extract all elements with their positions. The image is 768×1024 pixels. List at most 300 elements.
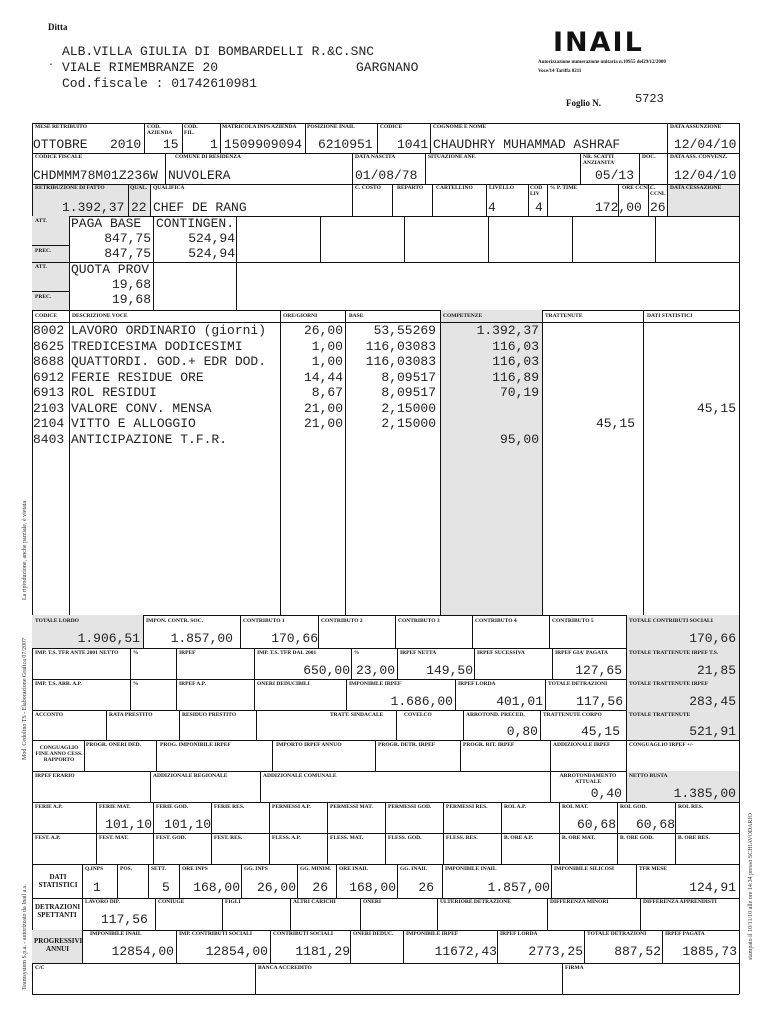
rule — [377, 123, 378, 153]
voce-codice: 6912 — [33, 369, 65, 385]
rule — [547, 184, 548, 216]
rule — [375, 740, 376, 771]
cc-label: C/C — [35, 965, 45, 971]
rule — [260, 771, 261, 802]
irpef-netta-label: IRPEF NETTA — [400, 650, 437, 656]
imponibile-irpef-label: IMPONIBILE IRPEF — [349, 681, 402, 687]
qual-label: QUAL. — [130, 185, 148, 191]
voce-descrizione: VITTO E ALLOGGIO — [71, 416, 196, 431]
rule — [222, 898, 223, 930]
auth-line-2: Voce/14 Tariffa 0211 — [538, 69, 582, 74]
side-text-left-2: Mod. Cedolino TS - Elaborazione Grafica 07/2007 — [22, 637, 28, 760]
rule — [153, 216, 154, 310]
voce-ore: 21,00 — [303, 400, 343, 416]
cong-irpef-label: CONGUAGLIO IRPEF +/- — [629, 742, 694, 748]
rule — [255, 963, 256, 994]
tot-tratt-value: 521,91 — [689, 724, 736, 739]
oneri-detr-label: ONERI — [363, 899, 382, 905]
imponibile-label: IMPON. CONTR. SOC. — [146, 618, 203, 624]
voce-descrizione: VALORE CONV. MENSA — [71, 400, 212, 416]
tot-tratt-irpef-ts-label: TOTALE TRATTENUTE IRPEF T.S. — [629, 650, 719, 656]
irpef-ap-label: IRPEF A.P. — [179, 681, 206, 687]
rule — [96, 833, 97, 864]
ore-inps-label: ORE INPS — [182, 866, 208, 872]
ferie1-label: FERIE A.P. — [35, 804, 63, 810]
ferie1-label: FERIE GOD. — [156, 804, 189, 810]
qualifica-label: QUALIFICA — [153, 185, 185, 191]
arrot-att-value: 0,40 — [590, 786, 622, 801]
rule — [84, 740, 85, 771]
pct2-value: 23,00 — [355, 663, 395, 678]
rule — [547, 898, 548, 930]
att-label-2: ATT. — [35, 264, 47, 270]
doc-label: DOC. — [642, 154, 656, 160]
tratt-corpo-label: TRATTENUTE CORPO — [543, 712, 602, 718]
rule — [69, 216, 70, 310]
rule — [443, 802, 444, 833]
imp-silicosi-label: IMPONIBILE SILICOSI — [554, 866, 615, 872]
residuo-label: RESIDUO PRESTITO — [182, 712, 237, 718]
cccnl-value: 26 — [650, 200, 666, 215]
imp-inail-value: 1.857,00 — [487, 880, 550, 895]
prog-imp-inail-value: 12854,00 — [111, 944, 174, 959]
voce-ore: 26,00 — [303, 323, 343, 338]
voce-ore: 1,00 — [311, 338, 343, 354]
rol-god-value: 60,68 — [635, 817, 675, 832]
irpef-succ-label: IRPEF SUCESSIVA — [477, 650, 525, 656]
minori-label: DIFFERENZA MINORI — [550, 899, 609, 905]
rule — [385, 802, 386, 833]
rule — [437, 898, 438, 930]
voce-competenze: 1.392,37 — [476, 323, 539, 338]
oneri-label: ONERI DEDUCIBILI — [257, 681, 310, 687]
codice-label: CODICE — [380, 124, 403, 130]
rule — [305, 123, 306, 153]
contingenza-label: CONTINGEN. — [156, 216, 235, 231]
rule — [501, 833, 502, 864]
cf-label: CODICE FISCALE — [35, 154, 83, 160]
netto-label: NETTO BUSTA — [629, 773, 668, 779]
rule — [352, 184, 353, 216]
posizione-label: POSIZIONE INAIL — [307, 124, 355, 130]
detrazioni-value: 117,56 — [101, 912, 148, 927]
contr4-label: CONTRIBUTO 4 — [475, 618, 517, 624]
progressivi-label: PROGRESSIVI ANNUI — [34, 937, 83, 953]
conguaglio-label: CONGUAGLIO FINE ANNO CESS. RAPPORTO — [35, 745, 83, 763]
gg-inail-value: 26 — [418, 880, 434, 895]
prog-irpef-lorda-label: IRPEF LORDA — [500, 931, 538, 937]
ferie2-label: FLESS. GOD. — [388, 835, 422, 841]
rule — [156, 740, 157, 771]
add-com-label: ADDIZIONALE COMUNALE — [263, 773, 337, 779]
rule — [562, 963, 563, 994]
codice-col-head: CODICE — [35, 313, 58, 319]
erario-label: IRPEF ERARIO — [35, 773, 75, 779]
rule — [360, 898, 361, 930]
bullet-mark: · — [48, 60, 55, 71]
irpef-gia-label: IRPEF GIA' PAGATA — [555, 650, 608, 656]
ferie2-label: FLESS. MAT. — [330, 835, 363, 841]
rule — [254, 679, 255, 710]
rule — [32, 963, 739, 964]
acconto-label: ACCONTO — [35, 712, 64, 718]
comune-value: NUVOLERA — [168, 168, 231, 183]
sett-value: 5 — [162, 880, 170, 895]
gg-minimali-label: GG. MINIM. — [300, 866, 332, 872]
retribuzione-label: RETRIBUZIONE DI FATTO — [35, 185, 105, 191]
rule — [32, 864, 739, 865]
scatti-label: NR. SCATTI ANZIANITA' — [583, 154, 616, 166]
netto-value: 1.385,00 — [673, 786, 736, 801]
rol-mat-value: 60,68 — [576, 817, 616, 832]
voce-competenze: 95,00 — [499, 431, 539, 447]
rule — [106, 710, 107, 740]
rule — [32, 245, 69, 246]
descrizione-col-head: DESCRIZIONE VOCE — [72, 313, 128, 319]
rule — [150, 771, 151, 802]
voce-codice: 8403 — [33, 431, 65, 447]
firma-label: FIRMA — [565, 965, 584, 971]
voce-base: 2,15000 — [381, 400, 436, 416]
assunzione-label: DATA ASSUNZIONE — [670, 124, 722, 130]
rule — [655, 216, 656, 262]
voce-ore: 14,44 — [303, 369, 343, 385]
pos-label: POS. — [120, 866, 133, 872]
rule — [352, 153, 353, 184]
ferie1-label: PERMESSI GOD. — [388, 804, 432, 810]
prog-irpef-pagata-value: 1885,73 — [682, 944, 737, 959]
prog-detr-label: PROGR. DETR. IRPEF — [378, 742, 436, 748]
tot-detr-value: 117,56 — [576, 694, 623, 709]
prog-imp-irpef-label: IMPONIBILE IRPEF — [406, 931, 459, 937]
voce-competenze: 116,03 — [492, 338, 539, 354]
prog-imp-contr-value: 12854,00 — [205, 944, 268, 959]
livello-label: LIVELLO — [489, 185, 515, 191]
rule — [443, 833, 444, 864]
ferie1-label: FERIE RES. — [214, 804, 245, 810]
inail-logo: INAIL — [553, 27, 644, 58]
voce-base: 2,15000 — [381, 416, 436, 431]
irpef-lorda-label: IRPEF LORDA — [458, 681, 496, 687]
ditta-label: Ditta — [48, 22, 68, 32]
rule — [269, 802, 270, 833]
rule — [392, 184, 393, 216]
rule — [396, 710, 397, 740]
ferie1-label: FERIE MAT. — [99, 804, 131, 810]
irpef-gia-value: 127,65 — [575, 663, 622, 678]
tot-tratt-irpef-label: TOTALE TRATTENUTE IRPEF — [629, 681, 709, 687]
voce-descrizione: ROL RESIDUI — [71, 385, 157, 400]
rule — [165, 153, 166, 184]
tot-detr-label: TOTALE DETRAZIONI — [548, 681, 608, 687]
arrot-prec-value: 0,80 — [506, 724, 538, 739]
prec-label-2: PREC. — [35, 294, 52, 300]
tfr-label: TFR MESE — [639, 866, 667, 872]
prog-oneri-label: PROGR. ONERI DED. — [86, 742, 142, 748]
ore-col-head: ORE/GIORNI — [283, 313, 318, 319]
livello-value: 4 — [488, 200, 496, 215]
costo-label: C. COSTO — [355, 185, 381, 191]
tot-tratt-irpef-value: 283,45 — [689, 694, 736, 709]
rule — [675, 802, 676, 833]
ferie1-label: PERMESSI RES. — [446, 804, 488, 810]
ore-inps-value: 168,00 — [193, 880, 240, 895]
ferie2-label: B. ORE GOD. — [620, 835, 654, 841]
contr1-label: CONTRIBUTO 1 — [243, 618, 285, 624]
cartellino-label: CARTELLINO — [436, 185, 473, 191]
rule — [617, 833, 618, 864]
rule — [486, 184, 487, 216]
ferie1-label: ROL RES. — [678, 804, 704, 810]
imp-ts-label: IMP. T.S. TFR ANTE 2001 NETTO — [35, 650, 119, 656]
company-name: ALB.VILLA GIULIA DI BOMBARDELLI R.&C.SNC — [62, 44, 375, 59]
voce-descrizione: TREDICESIMA DODICESIMI — [71, 338, 243, 354]
cf-value: CHDMMM78M01Z236W — [33, 168, 158, 183]
side-text-right: stampato il 10/11/10 alle ore 14:34 presso SCHIAVODARIO — [748, 813, 754, 960]
rule — [395, 615, 396, 648]
rule — [32, 740, 739, 741]
tot-tratt-label: TOTALE TRATTENUTE — [629, 712, 691, 718]
rule — [639, 153, 640, 184]
pct2-label: % — [354, 650, 360, 656]
rule — [117, 864, 118, 898]
ferie1-label: PERMESSI A.P. — [272, 804, 311, 810]
paga-base-att: 847,75 — [104, 231, 151, 246]
quota-prov-label: QUOTA PROV — [71, 262, 150, 277]
voce-descrizione: ANTICIPAZIONE T.F.R. — [71, 431, 228, 447]
prog-imp-inail-label: IMPONIBILE INAIL — [90, 931, 142, 937]
voce-base: 116,03083 — [365, 338, 436, 354]
altri-carichi-label: ALTRI CARICHI — [293, 899, 336, 905]
nascita-value: 01/08/78 — [355, 168, 418, 183]
rule — [153, 802, 154, 833]
rule — [667, 123, 668, 216]
prog-irpef-pagata-label: IRPEF PAGATA — [665, 931, 705, 937]
dati-statistici-label: DATI STATISTICI — [38, 873, 78, 889]
figli-label: FIGLI — [225, 899, 241, 905]
ferie2-label: FLESS. RES. — [446, 835, 478, 841]
voce-base: 116,03083 — [365, 354, 436, 369]
rule — [69, 310, 70, 615]
posizione-value: 6210951 — [318, 137, 373, 152]
imp-arr-label: IMP. T.S. ARR. A.P. — [35, 681, 82, 687]
rule — [236, 216, 237, 310]
rule — [549, 615, 550, 648]
ulteriore-label: ULTERIORE DETRAZIONE — [440, 899, 511, 905]
ore-inail-label: ORE INAIL — [339, 866, 369, 872]
imp-ts2-value: 650,00 — [303, 663, 350, 678]
auth-line-1: Autorizzazione numerazione unitaria n.10955 del29/12/2000 — [538, 60, 666, 65]
sindacale-label: TRATT. SINDACALE — [330, 712, 384, 718]
voce-descrizione: QUATTORDI. GOD.+ EDR DOD. — [71, 354, 267, 369]
rule — [474, 648, 475, 679]
rule — [675, 833, 676, 864]
foglio-number: 5723 — [635, 92, 664, 106]
contr5-label: CONTRIBUTO 5 — [552, 618, 594, 624]
rule — [501, 802, 502, 833]
rule — [153, 833, 154, 864]
prog-contr-sociali-value: 1181,29 — [295, 944, 350, 959]
rule — [32, 291, 69, 292]
ferie2-label: FEST. A.P. — [35, 835, 61, 841]
cod-azienda-label: COD. AZIENDA — [147, 124, 173, 136]
voce-competenze: 70,19 — [499, 385, 539, 400]
imp-inail-label: IMPONIBILE INAIL — [445, 866, 497, 872]
nome-label: COGNOME E NOME — [433, 124, 487, 130]
rule — [144, 123, 145, 153]
prog-tot-detr-value: 887,52 — [614, 944, 661, 959]
ferie1-label: PERMESSI MAT. — [330, 804, 373, 810]
sett-label: SETT. — [151, 866, 167, 872]
company-tax-code: Cod.fiscale : 01742610981 — [62, 76, 258, 91]
prec-label: PREC. — [35, 248, 52, 254]
rule — [350, 930, 351, 963]
gg-inps-label: GG. INPS — [244, 866, 268, 872]
add-reg-label: ADDIZIONALE REGIONALE — [153, 773, 228, 779]
tot-tratt-irpef-ts-value: 21,85 — [696, 663, 736, 678]
rule — [176, 648, 177, 679]
side-text-left-1: La riproduzione, anche parziale, è vietata — [22, 500, 28, 600]
irpef-lorda-value: 401,01 — [496, 694, 543, 709]
reparto-label: REPARTO — [397, 185, 424, 191]
rule — [220, 123, 221, 153]
side-text-left-3: Teamsystem S.p.a. - autorizzato da Inail a.s. — [22, 884, 28, 990]
voce-base: 8,09517 — [381, 385, 436, 400]
rule — [150, 184, 151, 216]
company-address: VIALE RIMEMBRANZE 20 — [62, 60, 219, 75]
voce-codice: 8002 — [33, 323, 65, 338]
voce-competenze: 116,89 — [492, 369, 539, 385]
cod-liv-value: 4 — [535, 200, 543, 215]
ore-ccnl-label: ORE CCNL — [622, 185, 651, 191]
contingenza-att: 524,94 — [188, 231, 235, 246]
situazione-label: SITUAZIONE ANF. — [428, 154, 476, 160]
retribuzione-value: 1.392,37 — [62, 200, 125, 215]
rule — [488, 216, 489, 262]
rule — [626, 740, 627, 771]
voce-descrizione: LAVORO ORDINARIO (giorni) — [71, 323, 267, 338]
voce-codice: 6913 — [33, 385, 65, 400]
prog-oneri-deduc-label: ONERI DEDUC. — [353, 931, 394, 937]
ferie1-label: ROL MAT. — [562, 804, 589, 810]
voce-codice: 2103 — [33, 400, 65, 416]
rule — [211, 802, 212, 833]
rule — [460, 740, 461, 771]
covelco-label: COVELCO — [404, 712, 432, 718]
assunzione-value: 12/04/10 — [674, 137, 737, 152]
matricola-value: 1509909094 — [224, 137, 303, 152]
cccnl-label: C. CCNL — [650, 185, 666, 197]
qinps-label: Q.INPS — [85, 866, 104, 872]
voce-trattenute: 45,15 — [595, 416, 635, 431]
arrot-att-label: ARROTONDAMENTO ATTUALE — [559, 773, 617, 785]
rule — [551, 864, 552, 898]
voce-ore: 8,67 — [311, 385, 343, 400]
voce-base: 8,09517 — [381, 369, 436, 385]
rule — [82, 898, 83, 930]
voce-codice: 2104 — [33, 416, 65, 431]
comune-label: COMUNE DI RESIDENZA — [175, 154, 242, 160]
ferie1-label: ROL GOD. — [620, 804, 647, 810]
pct-label-2: % — [133, 681, 139, 687]
detrazioni-label: DETRAZIONI SPETTANTI — [35, 903, 81, 919]
rule — [550, 740, 551, 771]
voce-ore: 21,00 — [303, 416, 343, 431]
rule — [130, 648, 131, 679]
irpef-label: IRPEF — [179, 650, 196, 656]
rule — [182, 123, 183, 153]
cod-liv-label: COD LIV — [530, 185, 543, 197]
prog-tot-detr-label: TOTALE DETRAZIONI — [587, 931, 647, 937]
att-label: ATT. — [35, 218, 47, 224]
rule — [472, 615, 473, 648]
prog-imp-contr-label: IMP. CONTRIBUTI SOCIALI — [179, 931, 252, 937]
voce-descrizione: FERIE RESIDUE ORE — [71, 369, 204, 385]
rule — [643, 310, 644, 615]
voce-ore: 1,00 — [311, 354, 343, 369]
ore-ccnl-value: 172,00 — [595, 200, 642, 215]
voce-base: 53,55269 — [373, 323, 436, 338]
cod-fil-value: 1 — [210, 137, 218, 152]
imp-ts2-label: IMP. T.S. TFR DAL 2001 — [257, 650, 317, 656]
prog-imp-label: PROG. IMPONIBILE IRPEF — [160, 742, 231, 748]
lordo-label: TOTALE LORDO — [35, 618, 79, 624]
ferie2-label: FEST. RES. — [214, 835, 243, 841]
rule — [211, 833, 212, 864]
tfr-value: 124,91 — [689, 880, 736, 895]
rule — [155, 898, 156, 930]
rule — [290, 898, 291, 930]
rule — [542, 310, 543, 615]
rule — [256, 710, 257, 740]
qinps-value: 1 — [93, 880, 101, 895]
rule — [559, 833, 560, 864]
trattenute-col-head: TRATTENUTE — [545, 313, 583, 319]
apprendisti-label: DIFFERENZA APPRENDISTI — [643, 899, 717, 905]
rule — [272, 740, 273, 771]
tratt-corpo-value: 45,15 — [580, 724, 620, 739]
nascita-label: DATA NASCITA — [355, 154, 396, 160]
rule — [318, 615, 319, 648]
ferie2-label: B. ORE A.P. — [504, 835, 533, 841]
rule — [425, 153, 426, 184]
ore-inail-value: 168,00 — [349, 880, 396, 895]
contr1-value: 170,66 — [271, 631, 318, 646]
imponibile-value: 1.857,00 — [170, 631, 233, 646]
paga-base-label: PAGA BASE — [71, 216, 142, 231]
anno-value: 2010 — [110, 137, 142, 152]
ferie-mat-value: 101,10 — [105, 817, 152, 832]
paga-base-prec: 847,75 — [104, 246, 151, 261]
contr3-label: CONTRIBUTO 3 — [398, 618, 440, 624]
matricola-label: MATRICOLA INPS AZIENDA — [222, 124, 297, 130]
rule — [269, 833, 270, 864]
rule — [580, 153, 581, 184]
contingenza-prec: 524,94 — [188, 246, 235, 261]
mese-value: OTTOBRE — [33, 137, 88, 152]
qualifica-value: CHEF DE RANG — [153, 200, 247, 215]
rule — [430, 123, 431, 153]
importo-annuo-label: IMPORTO IRPEF ANNUO — [276, 742, 342, 748]
rule — [640, 898, 641, 930]
rule — [528, 184, 529, 216]
foglio-label: Foglio N. — [566, 98, 601, 108]
lordo-value: 1.906,51 — [77, 631, 140, 646]
rule — [32, 994, 739, 995]
conv-value: 12/04/10 — [674, 168, 737, 183]
banca-label: BANCA ACCREDITO — [258, 965, 312, 971]
gg-inail-label: GG. INAIL — [400, 866, 428, 872]
